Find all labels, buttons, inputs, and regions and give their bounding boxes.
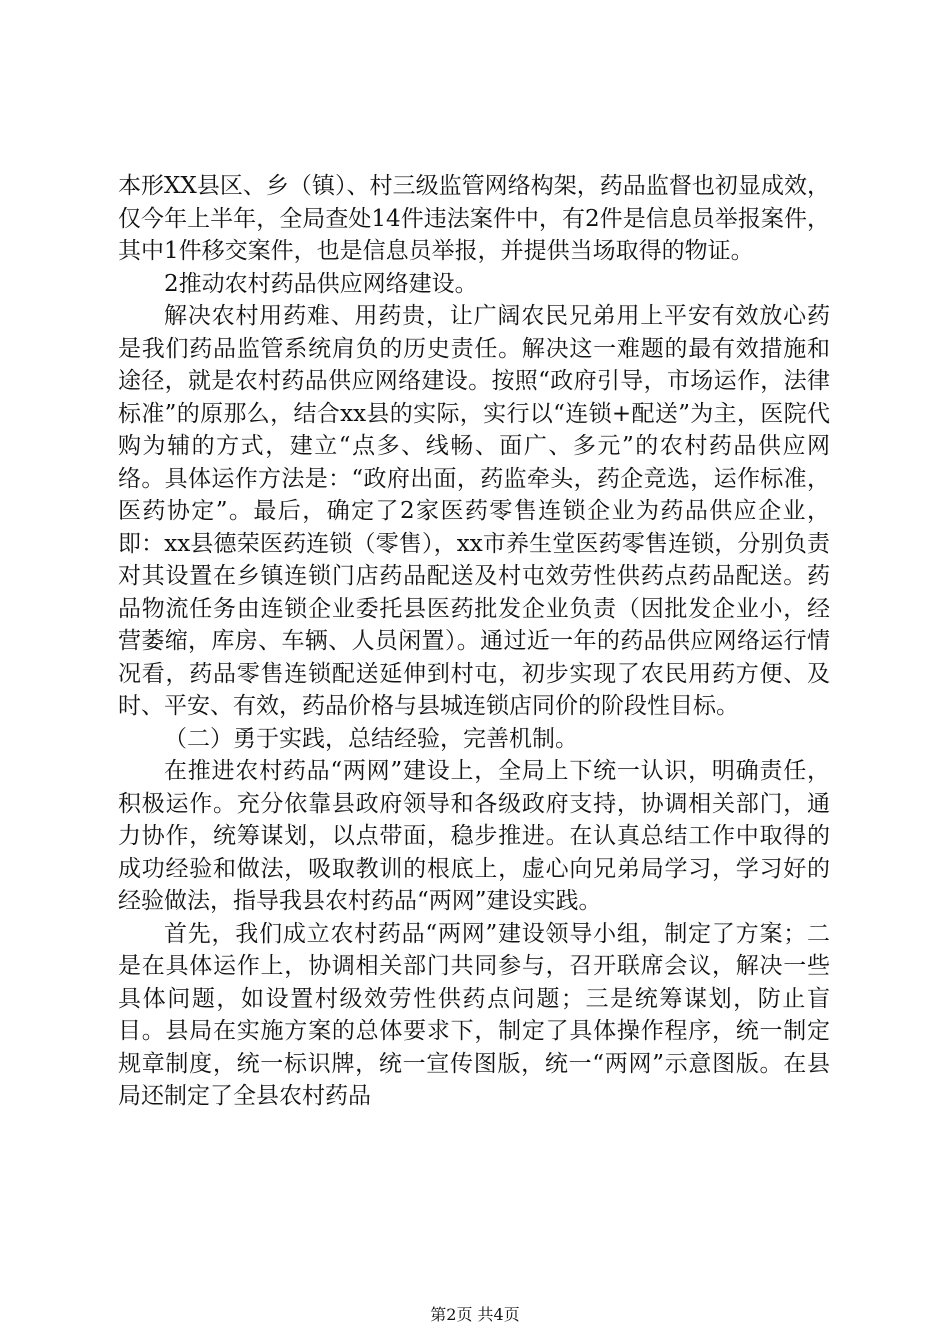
paragraph-6: 首先，我们成立农村药品“两网”建设领导小组，制定了方案；二是在具体运作上，协调相关部门共同参与，召开联席会议，解决一些具体问题，如设置村级效劳性供药点问题；三是统筹谋划，防止盲目。县局在实施方案的总体要求下，制定了具体操作程序，统一制定规章制度，统一标识牌，统一宣传图版，统一“两网”示意图版。在县局还制定了全县农村药品 xyxy=(118,920,830,1109)
paragraph-3: 解决农村用药难、用药贵，让广阔农民兄弟用上平安有效放心药是我们药品监管系统肩负的历史责任。解决这一难题的最有效措施和途径，就是农村药品供应网络建设。按照“政府引导，市场运作，法律标准”的原那么，结合xx县的实际，实行以“连锁+配送”为主，医院代购为辅的方式，建立“点多、线畅、面广、多元”的农村药品供应网络。具体运作方法是：“政府出面，药监牵头，药企竞选，运作标准，医药协定”。最后，确定了2家医药零售连锁企业为药品供应企业，即：xx县德荣医药连锁（零售），xx市养生堂医药零售连锁，分别负责对其设置在乡镇连锁门店药品配送及村屯效劳性供药点药品配送。药品物流任务由连锁企业委托县医药批发企业负责（因批发企业小，经营萎缩，库房、车辆、人员闲置）。通过近一年的药品供应网络运行情况看，药品零售连锁配送延伸到村屯，初步实现了农民用药方便、及时、平安、有效，药品价格与县城连锁店同价的阶段性目标。 xyxy=(118,303,830,719)
paragraph-1: 本形XX县区、乡（镇）、村三级监管网络构架，药品监督也初显成效，仅今年上半年，全局查处14件违法案件中，有2件是信息员举报案件，其中1件移交案件，也是信息员举报，并提供当场取得的物证。 xyxy=(118,173,830,264)
paragraph-2: 2推动农村药品供应网络建设。 xyxy=(164,270,478,297)
paragraph-5: 在推进农村药品“两网”建设上，全局上下统一认识，明确责任，积极运作。充分依靠县政府领导和各级政府支持，协调相关部门，通力协作，统筹谋划，以点带面，稳步推进。在认真总结工作中取得的成功经验和做法，吸取教训的根底上，虚心向兄弟局学习，学习好的经验做法，指导我县农村药品“两网”建设实践。 xyxy=(118,758,830,914)
document-body xyxy=(118,170,830,1113)
paragraph-4: （二）勇于实践，总结经验，完善机制。 xyxy=(164,725,578,752)
page-footer xyxy=(0,1302,950,1325)
page-number-label: 第2页 共4页 xyxy=(430,1305,520,1324)
